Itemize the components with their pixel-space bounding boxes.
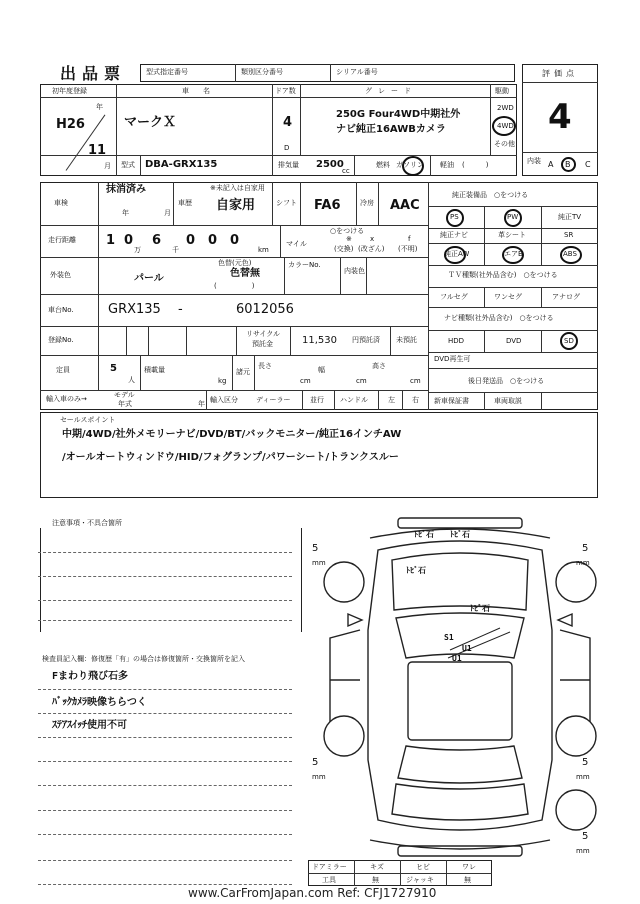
chassis-label: 車台No. <box>48 306 74 314</box>
serial-label: シリアル番号 <box>336 68 378 76</box>
mileage-label: 走行距離 <box>48 236 76 244</box>
import-parallel: 並行 <box>310 396 324 404</box>
tire-rr-unit: mm <box>576 773 590 781</box>
displacement-value: 2500 <box>316 159 344 170</box>
doors-label: ドア数 <box>275 87 296 95</box>
fuel-label: 燃料 <box>376 161 390 169</box>
class-label: 類別区分番号 <box>241 68 283 76</box>
sales-line-2: /オールオートウィンドウ/HID/フォグランプ/パワーシート/トランクスルー <box>62 452 399 463</box>
sales-line-1: 中期/4WD/社外メモリーナビ/DVD/BT/バックモニター/純正16インチAW <box>62 429 402 440</box>
inspector-label: 検査員記入欄：修復歴「有」の場合は修復箇所・交換箇所を記入 <box>42 655 245 663</box>
header-codes-box <box>140 64 515 82</box>
sales-point-label: セールスポイント <box>60 416 116 424</box>
legend-h-4: ワレ <box>462 863 476 871</box>
legend-v-1: 工具 <box>322 876 336 884</box>
import-handle: ハンドル <box>340 396 368 404</box>
dims-label: 諸元 <box>236 368 250 376</box>
width-unit: cm <box>356 377 367 385</box>
doors-suffix: D <box>284 144 290 152</box>
tv-analog: アナログ <box>552 293 580 301</box>
import-left: 左 <box>388 396 395 404</box>
navi-dvd: DVD <box>506 337 522 345</box>
mileage-exchange: (交換) <box>334 245 354 253</box>
grade-label: グレード <box>365 87 417 95</box>
mileage-man: 万 <box>134 246 141 254</box>
model-cert-label: 型式指定番号 <box>146 68 188 76</box>
source-watermark: www.CarFromJapan.com Ref: CFJ1727910 <box>188 886 437 900</box>
import-type-label: 輸入区分 <box>210 396 238 404</box>
damage-mark-3: ﾄﾋﾞ石 <box>406 566 426 575</box>
inspection-year: 年 <box>122 209 129 217</box>
tire-rl-unit: mm <box>312 773 326 781</box>
capacity-value: 5 <box>110 363 117 374</box>
tire-fl-depth: 5 <box>312 543 319 554</box>
recycle-label: リサイクル <box>246 330 281 338</box>
tire-spare-depth: 5 <box>582 831 589 842</box>
interior-color-label: 内装色 <box>344 267 365 275</box>
equip-aw: 純正AW <box>444 250 470 258</box>
repaint-value: 色替無 <box>230 268 260 279</box>
import-dealer: ディーラー <box>256 396 291 404</box>
model-code: DBA-GRX135 <box>145 159 218 170</box>
tv-title: ＴＶ種類(社外品含む) ○をつける <box>448 271 558 279</box>
reg-month-label: 月 <box>104 162 111 170</box>
damage-mark-4: ﾄﾋﾞ石 <box>470 604 490 613</box>
doors-value: 4 <box>283 115 293 130</box>
equip-leather: 革シート <box>498 231 526 239</box>
tire-fl-unit: mm <box>312 559 326 567</box>
load-label: 積載量 <box>144 366 165 374</box>
warranty-card: 新車保証書 <box>434 397 469 405</box>
mileage-tamper-mark: x <box>370 235 375 243</box>
length-unit: cm <box>300 377 311 385</box>
chassis-model: GRX135 <box>108 302 161 317</box>
recycle-value: 11,530 <box>302 335 337 346</box>
reg-era: H26 <box>56 117 85 132</box>
interior-b: B <box>565 160 571 169</box>
import-right: 右 <box>412 396 419 404</box>
displacement-cc: cc <box>342 167 350 175</box>
legend-h-1: ドアミラー <box>312 863 347 871</box>
shift-label: シフト <box>276 199 297 207</box>
ac-value: AAC <box>390 198 420 213</box>
legend-v-4: 無 <box>464 876 471 884</box>
diesel-paren: ( ) <box>462 161 489 169</box>
tv-fullseg: フルセグ <box>440 293 468 301</box>
drive-label: 駆動 <box>495 87 509 95</box>
grade-line1: 250G Four4WD中期社外 <box>336 109 461 120</box>
document-title: 出品票 <box>60 64 127 83</box>
fuel-gasoline-circle <box>402 156 424 176</box>
drive-other: その他 <box>494 140 515 148</box>
capacity-label: 定員 <box>56 366 70 374</box>
import-label: 輸入車のみ→ <box>46 395 87 403</box>
caution-label: 注意事項・不具合箇所 <box>52 519 122 527</box>
mileage-digit-5: 0 <box>208 233 218 248</box>
mileage-digit-6: 0 <box>230 233 240 248</box>
equip-abs: ABS <box>563 250 577 258</box>
mileage-tamper: (改ざん) <box>358 245 385 253</box>
drive-2wd: 2WD <box>497 104 514 112</box>
dvd-playback: DVD再生可 <box>434 355 471 363</box>
drive-4wd: 4WD <box>497 122 514 130</box>
import-year-unit: 年 <box>198 400 205 408</box>
history-value: 自家用 <box>216 198 256 213</box>
shift-value: FA6 <box>314 198 341 213</box>
model-code-label: 型式 <box>121 161 135 169</box>
equipment-title: 純正装備品 ○をつける <box>452 191 529 199</box>
diesel-label: 軽油 <box>440 161 454 169</box>
owner-manual: 車両取説 <box>494 397 522 405</box>
repaint-paren: ( ) <box>214 282 255 290</box>
legend-v-2: 無 <box>372 876 379 884</box>
car-damage-diagram <box>300 510 620 870</box>
damage-mark-2: ﾄﾋﾞ石 <box>450 530 470 539</box>
mileage-digit-3: 6 <box>152 233 162 248</box>
navi-title: ナビ種類(社外品含む) ○をつける <box>444 314 554 322</box>
note-line-3: ｽﾃｱｽｲｯﾁ使用不可 <box>52 720 127 731</box>
history-note: ※未記入は自家用 <box>210 184 265 192</box>
width-label: 幅 <box>318 366 325 374</box>
height-unit: cm <box>410 377 421 385</box>
damage-mark-u1a: U1 <box>462 644 472 653</box>
mileage-circle-note: ○をつける <box>330 227 365 235</box>
damage-mark-s1: S1 <box>444 633 454 642</box>
capacity-unit: 人 <box>128 376 135 384</box>
reg-year-label: 年 <box>96 103 103 111</box>
legend-v-3: ジャッキ <box>406 876 434 884</box>
equip-pw: PW <box>507 213 519 221</box>
history-label: 車歴 <box>178 199 192 207</box>
inspection-label: 車検 <box>54 199 68 207</box>
mileage-digit-1: 1 <box>106 233 116 248</box>
recycle-label-2: 預託金 <box>252 340 273 348</box>
mileage-sen: 千 <box>172 246 179 254</box>
tire-spare-unit: mm <box>576 847 590 855</box>
mileage-unknown: (不明) <box>398 245 418 253</box>
navi-sd: SD <box>564 337 574 345</box>
equip-ps: PS <box>450 213 459 221</box>
ac-label: 冷房 <box>360 199 374 207</box>
score-label: 評価点 <box>542 69 578 78</box>
note-line-2: ﾊﾞｯｸｶﾒﾗ映像ちらつく <box>52 697 147 708</box>
mileage-digit-2: 0 <box>124 233 134 248</box>
damage-mark-1: ﾄﾋﾞ石 <box>414 530 434 539</box>
fuel-value: ガソリン <box>396 161 424 169</box>
interior-c: C <box>585 160 591 169</box>
recycle-unpaid: 未預託 <box>396 336 417 344</box>
recycle-paid: 円預託済 <box>352 336 380 344</box>
tire-fr-depth: 5 <box>582 543 589 554</box>
mileage-exchange-mark: ※ <box>346 235 352 243</box>
chassis-dash: - <box>178 302 183 317</box>
length-label: 長さ <box>258 362 272 370</box>
repaint-label: 色替(元色) <box>218 259 252 267</box>
mileage-mile: マイル <box>286 240 307 248</box>
warranty-title: 後日発送品 ○をつける <box>468 377 545 385</box>
tv-oneseg: ワンセグ <box>494 293 522 301</box>
color-label: 外装色 <box>50 271 71 279</box>
note-line-1: Fまわり飛び石多 <box>52 671 129 682</box>
tire-rr-depth: 5 <box>582 757 589 768</box>
car-name-label: 車名 <box>182 87 224 95</box>
tire-rl-depth: 5 <box>312 757 319 768</box>
color-no-label: カラーNo. <box>288 261 321 269</box>
legend-h-2: キズ <box>370 863 384 871</box>
car-name: マークＸ <box>124 115 177 130</box>
reg-month: 11 <box>88 143 107 158</box>
interior-a: A <box>548 160 554 169</box>
mileage-digit-4: 0 <box>186 233 196 248</box>
inspection-month: 月 <box>164 209 171 217</box>
reg-no-label: 登録No. <box>48 336 74 344</box>
mileage-unknown-mark: f <box>408 235 411 243</box>
equip-airbag: エアB <box>504 250 523 258</box>
navi-hdd: HDD <box>448 337 465 345</box>
grade-line2: ナビ純正16AWBカメラ <box>336 124 446 135</box>
load-unit: kg <box>218 377 227 385</box>
color-value: パール <box>134 273 164 284</box>
damage-mark-u1b: U1 <box>452 654 462 663</box>
inspection-value: 抹消済み <box>106 184 146 195</box>
first-reg-label: 初年度登録 <box>52 87 87 95</box>
displacement-label: 排気量 <box>278 161 299 169</box>
import-model-year-2: 年式 <box>118 400 132 408</box>
legend-h-3: ヒビ <box>416 863 430 871</box>
equip-navi: 純正ナビ <box>440 231 468 239</box>
chassis-number: 6012056 <box>236 302 294 317</box>
equip-tv: 純正TV <box>558 213 582 221</box>
height-label: 高さ <box>372 362 386 370</box>
interior-label: 内装 <box>527 157 541 165</box>
import-model-year: モデル <box>114 391 135 399</box>
tire-fr-unit: mm <box>576 559 590 567</box>
equip-sr: SR <box>564 231 574 239</box>
mileage-km: km <box>258 246 269 254</box>
score-value: 4 <box>548 97 572 137</box>
